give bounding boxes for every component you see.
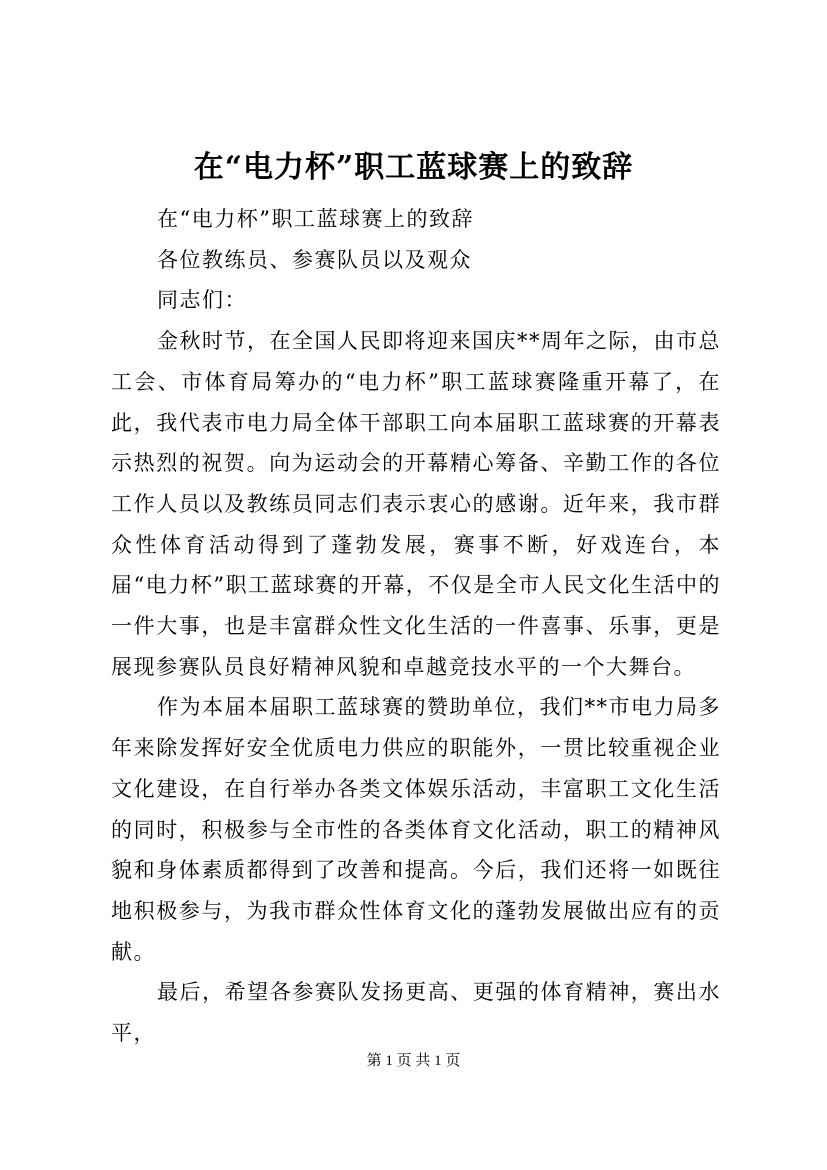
document-body <box>111 199 721 1054</box>
page-footer: 第 1 页 共 1 页 <box>366 1053 461 1069</box>
body-paragraph: 金秋时节，在全国人民即将迎来国庆**周年之际，由市总工会、市体育局筹办的“电力杯”职工蓝球赛隆重开幕了，在此，我代表市电力局全体干部职工向本届职工蓝球赛的开幕表示热烈的祝贺。向为运动会的开幕精心筹备、辛勤工作的各位工作人员以及教练员同志们表示衷心的感谢。近年来，我市群众性体育活动得到了蓬勃发展，赛事不断，好戏连台，本届“电力杯”职工蓝球赛的开幕，不仅是全市人民文化生活中的一件大事，也是丰富群众性文化生活的一件喜事、乐事，更是展现参赛队员良好精神风貌和卓越竞技水平的一个大舞台。 <box>111 329 721 679</box>
body-paragraph: 各位教练员、参赛队员以及观众 <box>157 247 472 272</box>
body-paragraph: 同志们： <box>157 288 247 313</box>
body-paragraph: 在“电力杯”职工蓝球赛上的致辞 <box>157 207 474 231</box>
document-title: 在“电力杯”职工蓝球赛上的致辞 <box>193 150 634 185</box>
body-paragraph: 作为本届本届职工蓝球赛的赞助单位，我们**市电力局多年来除发挥好安全优质电力供应的职能外，一贯比较重视企业文化建设，在自行举办各类文体娱乐活动，丰富职工文化生活的同时，积极参与全市性的各类体育文化活动，职工的精神风貌和身体素质都得到了改善和提高。今后，我们还将一如既往地积极参与，为我市群众性体育文化的蓬勃发展做出应有的贡献。 <box>111 695 721 964</box>
body-paragraph: 最后，希望各参赛队发扬更高、更强的体育精神，赛出水平， <box>111 980 721 1046</box>
